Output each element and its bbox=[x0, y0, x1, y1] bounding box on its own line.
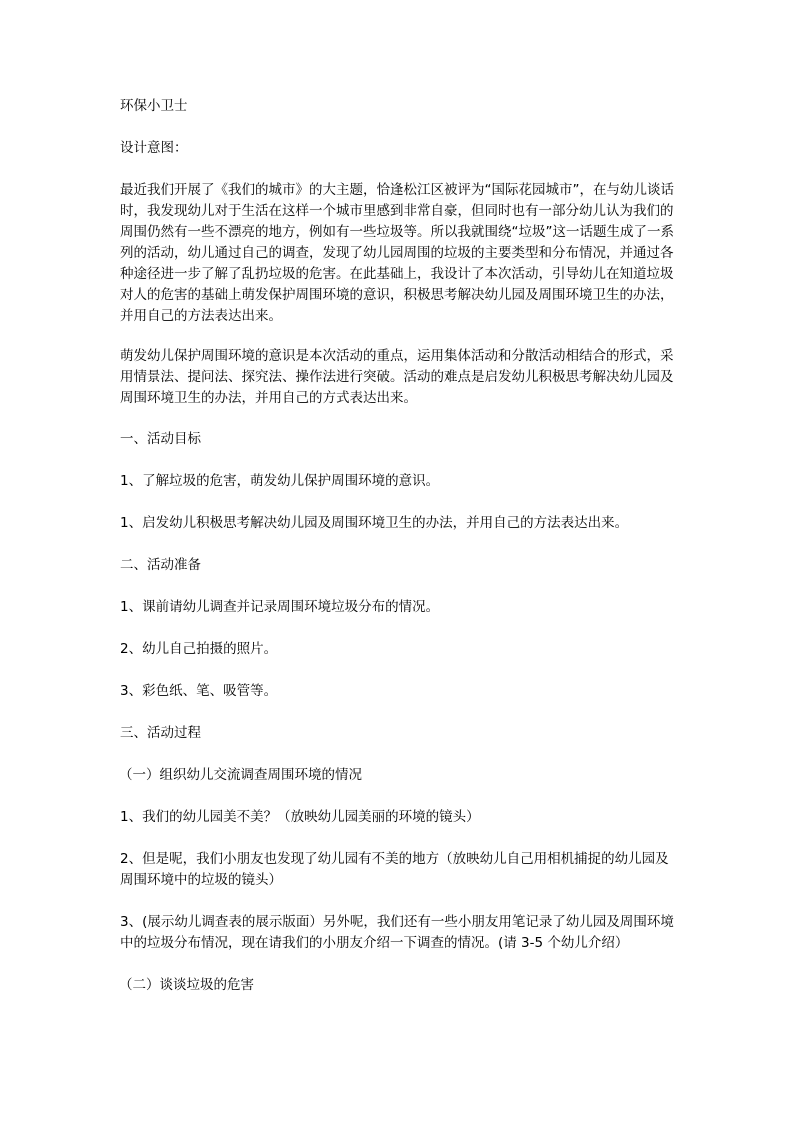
prep-item-1: 1、课前请幼儿调查并记录周围环境垃圾分布的情况。 bbox=[120, 599, 440, 615]
prep-item-2: 2、幼儿自己拍摄的照片。 bbox=[120, 641, 278, 657]
subsection-heading-1: （一）组织幼儿交流调查周围环境的情况 bbox=[119, 767, 362, 783]
design-intent-paragraph-2: 萌发幼儿保护周围环境的意识是本次活动的重点，运用集体活动和分散活动相结合的形式，采用情景法、提问法、探究法、操作法进行突破。活动的难点是启发幼儿积极思考解决幼儿园及周围环境卫生的办法，并用自己的方式表达出来。 bbox=[120, 348, 674, 406]
section-heading-preparation: 二、活动准备 bbox=[120, 557, 201, 573]
process-step-1: 1、我们的幼儿园美不美？（放映幼儿园美丽的环境的镜头） bbox=[120, 809, 480, 825]
design-intent-paragraph-1: 最近我们开展了《我们的城市》的大主题，恰逢松江区被评为“国际花园城市”，在与幼儿谈话时，我发现幼儿对于生活在这样一个城市里感到非常自豪，但同时也有一部分幼儿认为我们的周围仍然有一些不漂亮的地方，例如有一些垃圾等。所以我就围绕“垃圾”这一话题生成了一系列的活动，幼儿通过自己的调查，发现了幼儿园周围的垃圾的主要类型和分布情况，并通过各种途径进一步了解了乱扔垃圾的危害。在此基础上，我设计了本次活动，引导幼儿在知道垃圾对人的危害的基础上萌发保护周围环境的意识，积极思考解决幼儿园及周围环境卫生的办法，并用自己的方法表达出来。 bbox=[120, 182, 674, 324]
section-heading-process: 三、活动过程 bbox=[120, 725, 201, 741]
prep-item-3: 3、彩色纸、笔、吸管等。 bbox=[120, 683, 278, 699]
goal-item-1: 1、了解垃圾的危害，萌发幼儿保护周围环境的意识。 bbox=[120, 473, 440, 489]
subsection-heading-2: （二）谈谈垃圾的危害 bbox=[119, 977, 254, 993]
process-step-3: 3、(展示幼儿调查表的展示版面）另外呢，我们还有一些小朋友用笔记录了幼儿园及周围环境中的垃圾分布情况，现在请我们的小朋友介绍一下调查的情况。(请 3-5 个幼儿介绍） bbox=[120, 914, 674, 951]
goal-item-2: 1、启发幼儿积极思考解决幼儿园及周围环境卫生的办法，并用自己的方法表达出来。 bbox=[120, 515, 629, 531]
document-title: 环保小卫士 bbox=[120, 98, 188, 114]
design-intent-heading: 设计意图： bbox=[120, 140, 188, 156]
section-heading-goals: 一、活动目标 bbox=[120, 431, 201, 447]
process-step-2: 2、但是呢，我们小朋友也发现了幼儿园有不美的地方（放映幼儿自己用相机捕捉的幼儿园及周围环境中的垃圾的镜头） bbox=[120, 851, 669, 888]
